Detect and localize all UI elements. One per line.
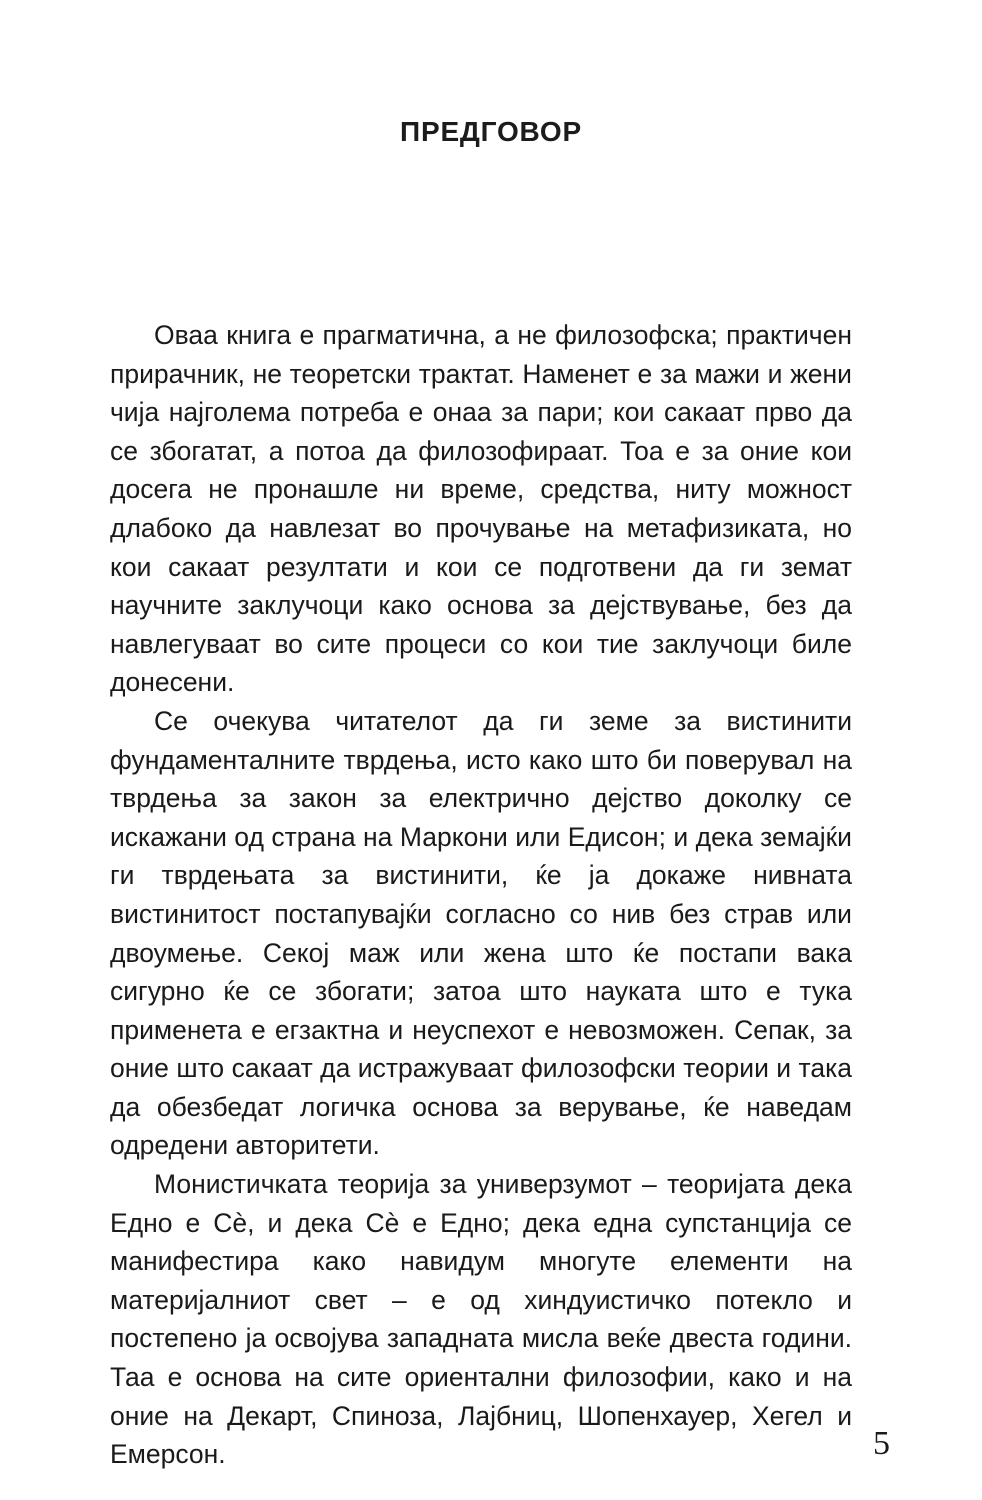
body-text-block	[110, 316, 852, 1474]
paragraph-2: Се очекува читателот да ги земе за вистинити фундаменталните тврдења, исто како што би поверувал на тврдења за закон за електрично дејство доколку се искажани од страна на Маркони или Едисон; и дека земајќи ги тврдењата за вистинити, ќе ја докаже нивната вистинитост постапувајќи согласно со нив без страв или двоумење. Секој маж или жена што ќе постапи вака сигурно ќе се збогати; затоа што науката што е тука применета е егзактна и неуспехот е невозможен. Сепак, за оние што сакаат да истражуваат филозофски теории и така да обезбедат логичка основа за верување, ќе наведам одредени авторитети.	[110, 705, 852, 1161]
page-number: 5	[873, 1425, 890, 1462]
page-title: ПРЕДГОВОР	[400, 115, 582, 147]
paragraph-1: Оваа книга е прагматична, а не филозофска; практичен прирачник, не теоретски трактат. Наменет е за мажи и жени чија најголема потреба е онаа за пари; кои сакаат прво да се збогатат, а потоа да филозофираат. Тоа е за оние кои досега не пронашле ни време, средства, ниту можност длабоко да навлезат во прочување на метафизиката, но кои сакаат резултати и кои се подготвени да ги земат научните заклучоци како основа за дејствување, без да навлегуваат во сите процеси со кои тие заклучоци биле донесени.	[110, 320, 852, 698]
paragraph-3: Монистичката теорија за универзумот – теоријата дека Едно е Сѐ, и дека Сѐ е Едно; дека една супстанција се манифестира како навидум многуте елементи на материјалниот свет – е од хиндуистичко потекло и постепено ја освојува западната мисла веќе двеста години. Таа е основа на сите ориентални филозофии, како и на оние на Декарт, Спиноза, Лајбниц, Шопенхауер, Хегел и Емерсон.	[110, 1169, 852, 1470]
